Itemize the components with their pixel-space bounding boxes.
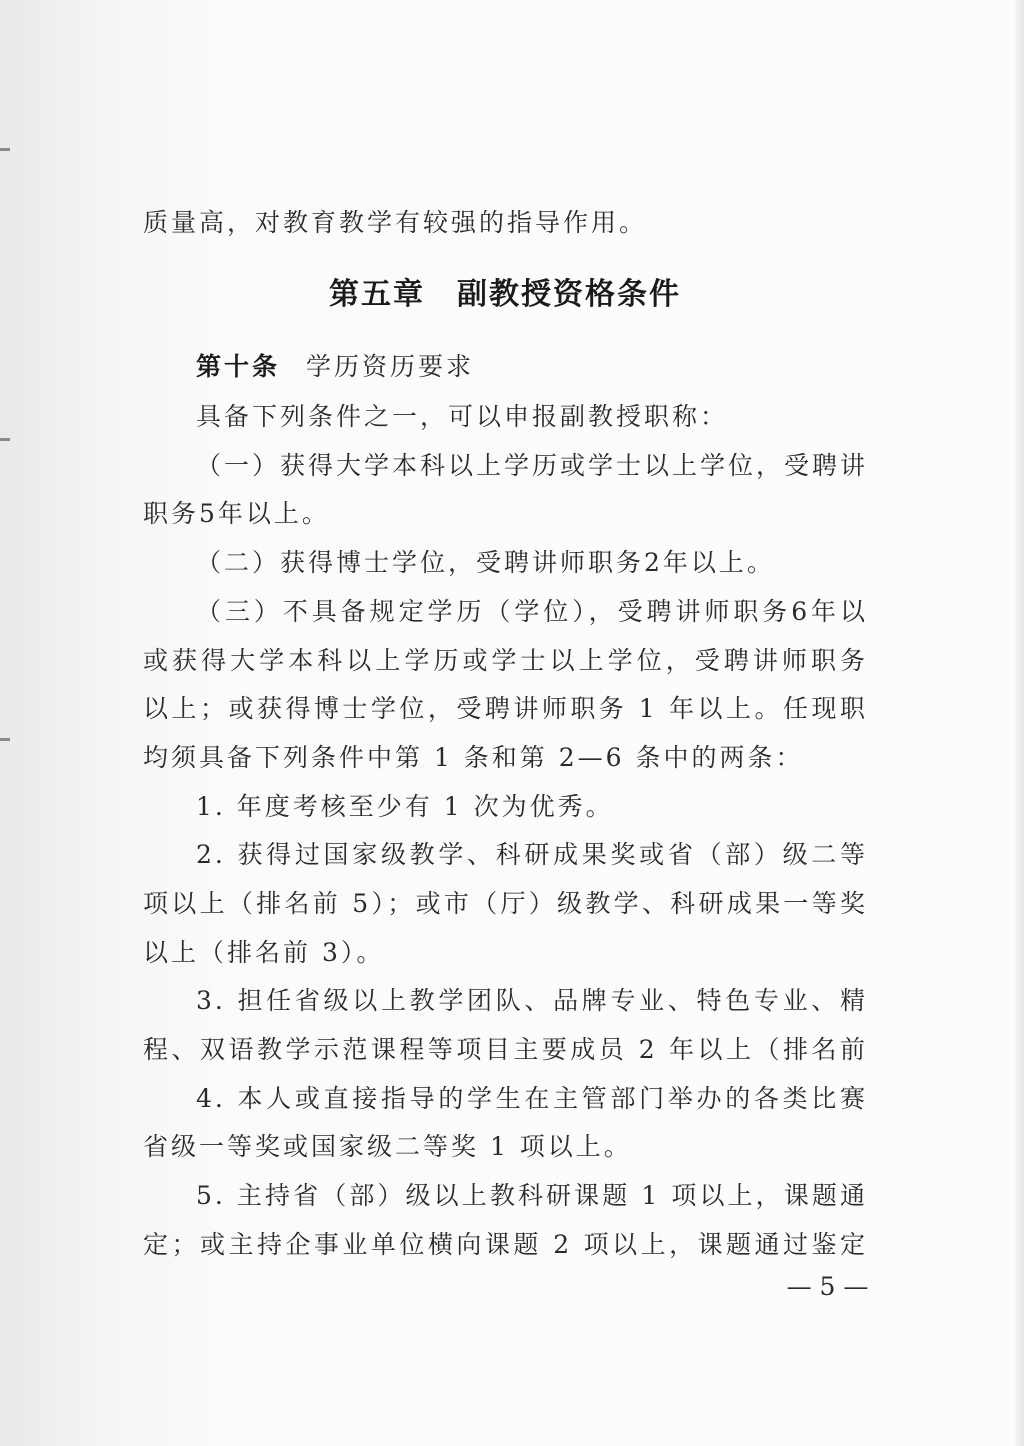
item3-line1: （三）不具备规定学历（学位），受聘讲师职务6年以 <box>196 597 868 626</box>
article-heading <box>196 350 868 384</box>
condition2-line1: 2. 获得过国家级教学、科研成果奖或省（部）级二等 <box>196 840 868 869</box>
item2-line: （二）获得博士学位，受聘讲师职务2年以上。 <box>196 548 775 577</box>
item3-line3: 以上；或获得博士学位，受聘讲师职务 1 年以上。任现职 <box>143 694 868 723</box>
article-subject: 学历资历要求 <box>306 352 475 381</box>
condition5-line1: 5. 主持省（部）级以上教科研课题 1 项以上，课题通 <box>196 1181 868 1210</box>
condition2-line3: 以上（排名前 3）。 <box>143 938 385 967</box>
condition3-line2: 程、双语教学示范课程等项目主要成员 2 年以上（排名前 <box>143 1035 868 1064</box>
binder-mark <box>0 738 10 741</box>
condition4-line2: 省级一等奖或国家级二等奖 1 项以上。 <box>143 1132 632 1161</box>
condition3-line1: 3. 担任省级以上教学团队、品牌专业、特色专业、精 <box>196 986 868 1015</box>
condition4-line1: 4. 本人或直接指导的学生在主管部门举办的各类比赛 <box>196 1084 868 1113</box>
page-number: — 5 — <box>786 1272 869 1301</box>
binder-mark <box>0 148 10 151</box>
intro-line: 具备下列条件之一，可以申报副教授职称： <box>196 402 729 431</box>
lead-line: 质量高，对教育教学有较强的指导作用。 <box>143 208 648 237</box>
item1-line1: （一）获得大学本科以上学历或学士以上学位，受聘讲 <box>196 451 868 480</box>
chapter-title: 第五章 副教授资格条件 <box>329 277 681 312</box>
condition5-line2: 定；或主持企事业单位横向课题 2 项以上，课题通过鉴定 <box>143 1230 868 1259</box>
item1-line2: 职务5年以上。 <box>143 499 330 528</box>
condition2-line2: 项以上（排名前 5）；或市（厅）级教学、科研成果一等奖 <box>143 889 868 918</box>
condition1-line: 1. 年度考核至少有 1 次为优秀。 <box>196 792 614 821</box>
item3-line4: 均须具备下列条件中第 1 条和第 2—6 条中的两条： <box>143 743 804 772</box>
item3-line2: 或获得大学本科以上学历或学士以上学位，受聘讲师职务 <box>143 646 868 675</box>
page-edge-shadow <box>1014 0 1024 1446</box>
article-label: 第十条 <box>196 352 281 381</box>
binder-mark <box>0 438 10 441</box>
